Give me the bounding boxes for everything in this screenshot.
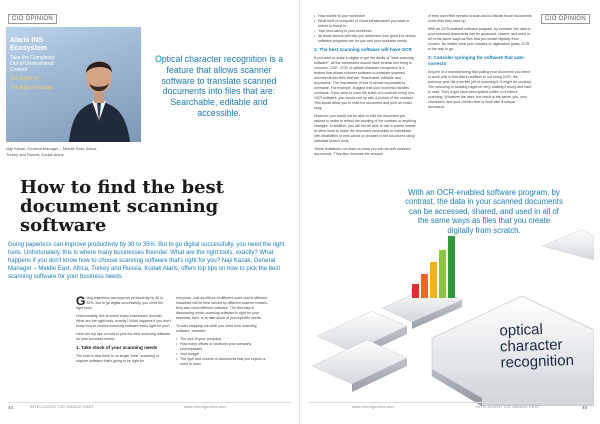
list-item: • Your tech-savvy is your workforce: [314, 29, 416, 34]
right-page: [300, 0, 600, 424]
pull-quote: With an OCR-enabled software program, by contrast, the data in your scanned documents can be accessed, shared, and used in all of the same ways as files that you create digitally from scratch.: [405, 188, 563, 235]
pull-quote: Optical character recognition is a feature that allows scanner software to translate scanned documents into files that are: Searchable, editable and accessible.: [154, 54, 284, 118]
body-column-3: [314, 14, 416, 160]
person-figure: [64, 41, 134, 142]
list-item: • How many offices or locations your company encompasses: [176, 342, 271, 352]
bullet-list: [314, 14, 416, 44]
article-title: How to find the best document scanning software: [20, 177, 224, 236]
publication-name: INTELLIGENT CIO MIDDLE EAST: [476, 405, 540, 409]
photo-banner: [10, 37, 62, 91]
ocr-key-label: optical character recognition: [499, 321, 575, 372]
drop-cap: G: [76, 294, 86, 308]
body-column-4: [428, 14, 532, 113]
banner-title: Alaris INS Ecosystem: [10, 37, 47, 52]
section-tag: CIO OPINION: [541, 14, 590, 24]
paragraph: If you want to scale in digital or get the ability of "best scanning software", all the contenders should have at least one thing in common: OCR. OCR or optical character recognition is a feature that allows scanner software to translate scanned documents into files that are: Searchable, editable and accessible. The importance of this is almost impossible to overstate. For example, imagine that your business handles contracts. If you were to scan the sheet of a contract using non-OCR software, you would end up with a picture of the contract. This would allow you to read the document and print an exact copy.: [314, 56, 416, 110]
publication-name: INTELLIGENT CIO MIDDLE EAST: [30, 405, 94, 409]
section-heading: 3: Consider springing for software that auto-corrects: [428, 55, 526, 66]
list-item: • Your budget: [176, 352, 271, 357]
paragraph: of time and effort needed to scan and to handle those documents more than they save up.: [428, 14, 532, 23]
website-url: www.intelligentcio.com: [184, 405, 227, 409]
banner-note: The Right Fit: [10, 76, 39, 82]
footer-rule: [8, 402, 292, 403]
list-item: • How mobile is your workforce: [314, 14, 416, 19]
paragraph: With an OCR-enabled software program, by contrast, the data in your scanned documents can be accessed, shared, and used in all of the same ways as files that you create digitally from scratch. No matter what your industry or digitisation goals, OCR is the way to go.: [428, 27, 531, 51]
paragraph: The truth is that there is no single "best" scanning or capture software that's going to be right for: [76, 354, 160, 363]
section-tag: CIO OPINION: [8, 14, 57, 24]
banner-subtitle: Take the Complexity Out of Unstructured Content: [10, 55, 56, 73]
page-number: 44: [8, 405, 14, 410]
paragraph: These limitations cut down on what you can do with scanned documents. They also increase the amount: [314, 147, 411, 156]
paragraph: Unfortunately, this is where many businesses flounder. What are the right tools, exactly? What happens if you don't know how to choose scanning software that's right for you?: [76, 314, 171, 328]
section-heading: 2: The best scanning software will have OCR: [314, 47, 412, 52]
portrait-photo: [6, 27, 141, 142]
paragraph: To start mapping out what you need from scanning software, consider:: [176, 324, 257, 333]
list-item: • The type and volume of documents that you expect or need to scan: [176, 357, 271, 367]
body-column-1: [76, 296, 171, 367]
body-column-2: [176, 296, 271, 370]
bar-blocks-decoration: [412, 236, 455, 298]
article-lead: Going paperless can improve productivity by 30 to 35%. But to go digital successfully, you need the right tools. Unfortunately, this is where many businesses flounder. What are the right tools, exactly? What happens if you don't know how to choose scanning software that's right for you? Naji Kazak, General Manager – Middle East, Africa, Turkey and Russia, Kodak Alaris, offers top tips on how to pick the best scanning software for your business needs: [8, 242, 285, 280]
list-item: • What kind of computer or cloud infrastructure you have or intend to invest in: [314, 19, 416, 29]
paragraph: Anyone in a manufacturing that pulling your document you need to work only is that that in addition to not using OCR, the previous year did a terrible job of scanning it. It might be crooked. The colouring or shading might be very, making it blurry and hard to read. They might have been spilled coffee on it before scanning. Whatever the case, the result is the same: you, your coworkers, and your clients have to work with a subpar document.: [428, 70, 532, 109]
section-heading: 1. Take stock of your scanning needs: [76, 345, 158, 350]
footer-rule: [308, 402, 592, 403]
banner-note-2: The Right Features: [10, 85, 53, 91]
paragraph: However, you would not be able to edit the document you wished to make to reflect the wording of the contract or anything changes. In addition, you will not be able to use a screen reader or other tools to make the document accessible to individuals with disabilities or new words or phrases in the document using standard search tools.: [314, 114, 416, 143]
ocr-keyboard-illustration: [312, 226, 594, 406]
paragraph: everyone. Just as offices of different sizes and in different industries will be best served by different scanner models, they also need different software. The first step in discovering which scanning software is right for your business, then, is to take stock of your specific needs.: [176, 296, 269, 320]
bullet-list: [176, 337, 271, 367]
list-item: • The size of your company: [176, 337, 271, 342]
website-url: www.intelligentcio.com: [352, 405, 395, 409]
list-item: • All these factors will help you determine how good it is versus software programs are for you and your business needs.: [314, 34, 416, 44]
photo-caption: Naji Kazak, General Manager – Middle East, Africa, Turkey and Russia, Kodak Alaris: [6, 146, 98, 157]
page-number: 45: [582, 405, 588, 410]
paragraph: Going paperless can improve productivity by 30 to 35%. But to go digital successfully, you need the right tools.: [76, 294, 164, 310]
paragraph: Here are top tips on how to pick the best scanning software for your business needs.: [76, 332, 171, 341]
